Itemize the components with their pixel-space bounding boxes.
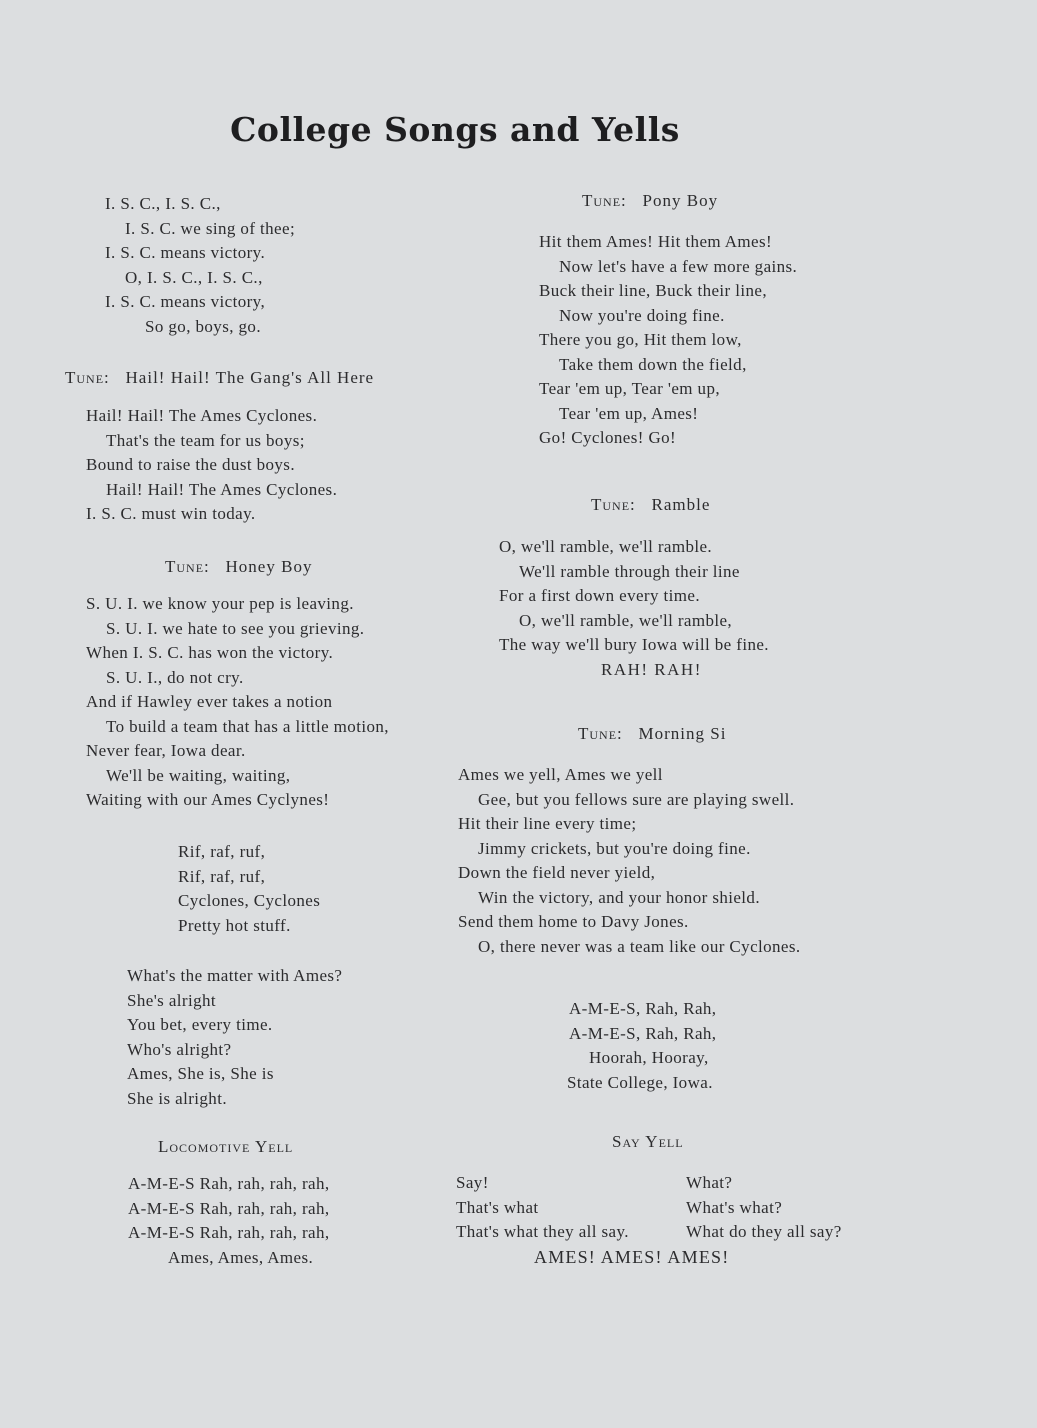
yell-ames <box>567 997 716 1095</box>
song-line: Hit their line every time; <box>458 814 637 833</box>
song-line: Ames we yell, Ames we yell <box>458 765 663 784</box>
tune-name: Pony Boy <box>642 191 719 210</box>
song-line: S. U. I. we know your pep is leaving. <box>86 594 354 613</box>
yell-line: A-M-E-S Rah, rah, rah, rah, <box>128 1198 330 1218</box>
song-line: Tear 'em up, Tear 'em up, <box>539 379 721 398</box>
yell-line: Rif, raf, ruf, <box>178 866 266 886</box>
song-line: The way we'll bury Iowa will be fine. <box>499 635 769 654</box>
say-finale: AMES! AMES! AMES! <box>534 1246 730 1267</box>
song-isc <box>105 192 295 339</box>
tune-heading-honey <box>165 557 312 577</box>
yell-rif <box>178 840 320 938</box>
say-right: What? <box>686 1173 733 1192</box>
tune-name: Honey Boy <box>225 557 313 576</box>
song-line: O, we'll ramble, we'll ramble. <box>499 537 713 556</box>
yell-matter <box>127 964 342 1111</box>
say-row <box>456 1196 783 1221</box>
song-line: Gee, but you fellows sure are playing swell. <box>478 789 795 809</box>
song-line: That's the team for us boys; <box>106 430 305 450</box>
song-line: And if Hawley ever takes a notion <box>86 692 333 711</box>
song-line: Buck their line, Buck their line, <box>539 281 768 300</box>
song-line: To build a team that has a little motion, <box>106 716 389 736</box>
song-line: S. U. I. we hate to see you grieving. <box>106 618 365 638</box>
yell-line: Ames, Ames, Ames. <box>168 1247 314 1267</box>
yell-line: What's the matter with Ames? <box>127 966 343 985</box>
tune-name: Morning Si <box>638 724 727 743</box>
song-line: We'll ramble through their line <box>519 561 740 581</box>
song-line: I. S. C. means victory. <box>105 243 266 262</box>
yell-line: A-M-E-S, Rah, Rah, <box>569 1023 717 1043</box>
song-line: We'll be waiting, waiting, <box>106 765 291 785</box>
yell-line: A-M-E-S, Rah, Rah, <box>569 999 717 1018</box>
page-title: College Songs and Yells <box>230 110 680 149</box>
song-pony <box>539 230 797 451</box>
song-line: Jimmy crickets, but you're doing fine. <box>478 838 751 858</box>
tune-name: Hail! Hail! The Gang's All Here <box>125 368 375 387</box>
song-line: Bound to raise the dust boys. <box>86 455 295 474</box>
tune-heading-ramble <box>591 495 710 515</box>
locomotive-yell-heading: Locomotive Yell <box>158 1137 294 1156</box>
tune-heading-morning <box>578 724 726 744</box>
say-right: What's what? <box>686 1197 783 1217</box>
song-line: Hail! Hail! The Ames Cyclones. <box>106 479 338 499</box>
song-line: Now you're doing fine. <box>559 305 725 325</box>
yell-line: Who's alright? <box>127 1039 232 1059</box>
song-line: I. S. C. we sing of thee; <box>125 218 296 238</box>
say-left: Say! <box>456 1173 489 1192</box>
song-line: O, I. S. C., I. S. C., <box>125 267 263 287</box>
song-line: Down the field never yield, <box>458 863 656 882</box>
yell-line: Cyclones, Cyclones <box>178 891 321 910</box>
say-right: What do they all say? <box>686 1222 842 1241</box>
song-line: Tear 'em up, Ames! <box>559 403 699 423</box>
song-line: I. S. C. means victory, <box>105 292 266 311</box>
song-hail <box>86 404 337 527</box>
say-left: That's what <box>456 1197 539 1217</box>
yell-line: Rif, raf, ruf, <box>178 842 266 861</box>
tune-label: Tune: <box>578 724 623 743</box>
song-line: When I. S. C. has won the victory. <box>86 643 334 662</box>
yell-line: You bet, every time. <box>127 1015 273 1034</box>
say-row <box>456 1171 733 1196</box>
tune-heading-pony <box>582 191 718 211</box>
song-line: S. U. I., do not cry. <box>106 667 244 687</box>
song-line: I. S. C. must win today. <box>86 504 256 523</box>
tune-name: Ramble <box>651 495 711 514</box>
tune-label: Tune: <box>591 495 636 514</box>
song-line: RAH! RAH! <box>601 659 702 679</box>
song-line: Now let's have a few more gains. <box>559 256 798 276</box>
tune-label: Tune: <box>165 557 210 576</box>
say-row <box>456 1220 842 1245</box>
song-line: I. S. C., I. S. C., <box>105 194 221 213</box>
yell-line: Ames, She is, She is <box>127 1064 274 1083</box>
tune-label: Tune: <box>65 368 110 387</box>
song-line: O, there never was a team like our Cyclones. <box>478 936 801 956</box>
yell-locomotive <box>128 1172 330 1270</box>
yell-line: She's alright <box>127 990 217 1010</box>
song-ramble <box>499 535 769 682</box>
yell-say <box>456 1171 842 1269</box>
song-line: Win the victory, and your honor shield. <box>478 887 760 907</box>
yell-line: She is alright. <box>127 1088 227 1108</box>
song-line: Waiting with our Ames Cyclynes! <box>86 790 330 809</box>
yell-line: Pretty hot stuff. <box>178 915 291 935</box>
song-line: For a first down every time. <box>499 586 700 605</box>
song-line: O, we'll ramble, we'll ramble, <box>519 610 733 630</box>
tune-label: Tune: <box>582 191 627 210</box>
song-honey <box>86 592 389 813</box>
say-yell-heading: Say Yell <box>612 1132 684 1151</box>
yell-line: Hoorah, Hooray, <box>589 1048 709 1067</box>
song-line: Hit them Ames! Hit them Ames! <box>539 232 773 251</box>
yell-line: State College, Iowa. <box>567 1072 713 1092</box>
song-line: Take them down the field, <box>559 354 747 374</box>
song-line: Never fear, Iowa dear. <box>86 741 246 760</box>
song-line: Send them home to Davy Jones. <box>458 912 689 931</box>
song-line: There you go, Hit them low, <box>539 330 742 349</box>
song-line: So go, boys, go. <box>145 316 261 336</box>
yell-line: A-M-E-S Rah, rah, rah, rah, <box>128 1174 330 1193</box>
song-line: Hail! Hail! The Ames Cyclones. <box>86 406 318 425</box>
yell-line: A-M-E-S Rah, rah, rah, rah, <box>128 1223 330 1242</box>
song-morning <box>458 763 801 959</box>
tune-heading-hail <box>65 368 374 388</box>
say-left: That's what they all say. <box>456 1222 629 1241</box>
song-line: Go! Cyclones! Go! <box>539 428 677 447</box>
